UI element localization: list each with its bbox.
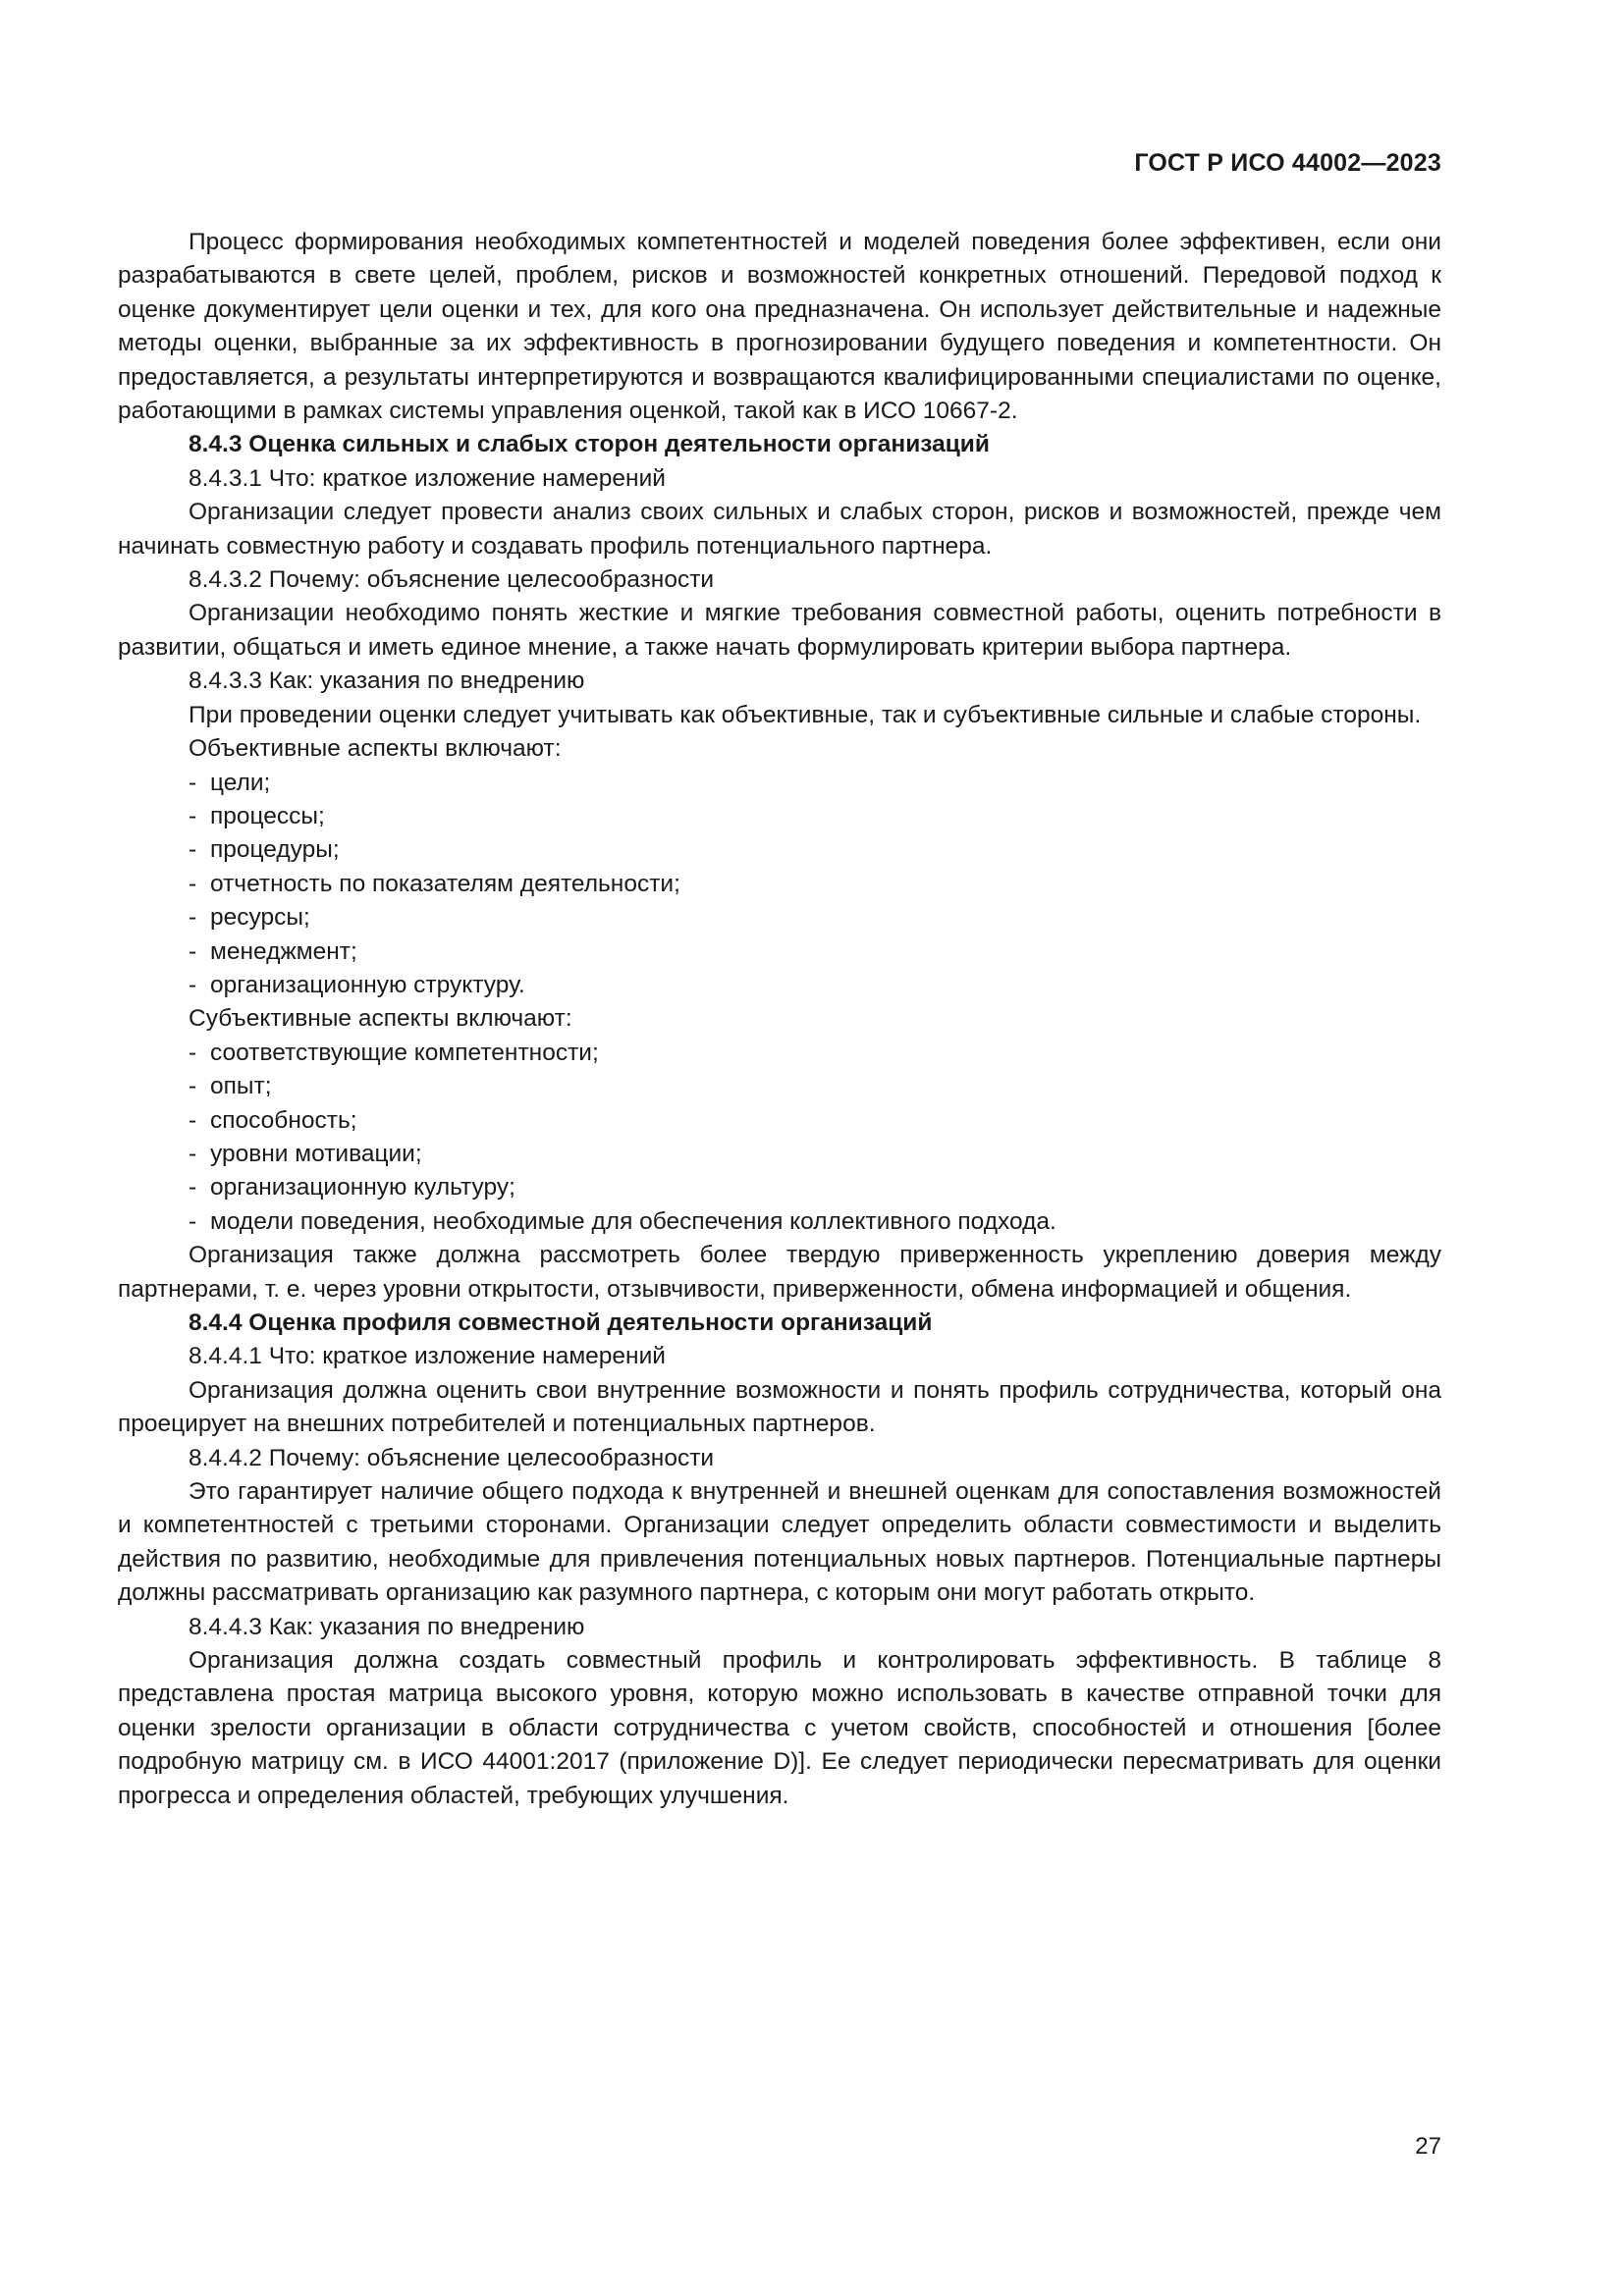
subsection-8-4-3-3: 8.4.3.3 Как: указания по внедрению bbox=[189, 667, 585, 695]
paragraph-8-4-4-2: Это гарантирует наличие общего подхода к внутренней и внешней оценкам для сопоставления возможностей и компетентностей с третьими сторонами. Организации следует определить области совместимости и выделить действия по развитию, необходимые для привлечения потенциальных новых партнеров. Потенциальные партнеры должны рассматривать организацию как разумного партнера, с которым они могут работать открыто. bbox=[118, 1478, 1441, 1607]
list-item: - отчетность по показателям деятельности; bbox=[189, 870, 680, 897]
subsection-8-4-4-2: 8.4.4.2 Почему: объяснение целесообразности bbox=[189, 1444, 715, 1471]
subjective-aspects-list bbox=[118, 1037, 1441, 1239]
list-item: - цели; bbox=[189, 769, 271, 796]
objective-aspects-intro: Объективные аспекты включают: bbox=[189, 735, 562, 763]
paragraph-8-4-3-3: При проведении оценки следует учитывать как объективные, так и субъективные сильные и слабые стороны. bbox=[189, 701, 1422, 728]
section-heading-8-4-3: 8.4.3 Оценка сильных и слабых сторон деятельности организаций bbox=[189, 431, 990, 458]
subsection-8-4-4-1: 8.4.4.1 Что: краткое изложение намерений bbox=[189, 1343, 666, 1370]
paragraph-8-4-4-3: Организация должна создать совместный профиль и контролировать эффективность. В таблице 8 представлена простая матрица высокого уровня, которую можно использовать в качестве отправной точки для оценки зрелости организации в области сотрудничества с учетом свойств, способностей и отношения [более подробную матрицу см. в ИСО 44001:2017 (приложение D)]. Ее следует периодически пересматривать для оценки прогресса и определения областей, требующих улучшения. bbox=[118, 1647, 1441, 1809]
list-item: - способность; bbox=[189, 1106, 357, 1134]
list-item: - процессы; bbox=[189, 802, 325, 829]
paragraph-8-4-3-2: Организации необходимо понять жесткие и мягкие требования совместной работы, оценить потребности в развитии, общаться и иметь единое мнение, а также начать формулировать критерии выбора партнера. bbox=[118, 600, 1441, 661]
list-item: - соответствующие компетентности; bbox=[189, 1039, 599, 1066]
list-item: - ресурсы; bbox=[189, 904, 310, 932]
list-item: - процедуры; bbox=[189, 836, 340, 864]
list-item: - уровни мотивации; bbox=[189, 1140, 422, 1167]
intro-paragraph: Процесс формирования необходимых компетентностей и моделей поведения более эффективен, если они разрабатываются в свете целей, проблем, рисков и возможностей конкретных отношений. Передовой подход к оценке документирует цели оценки и тех, для кого она предназначена. Он использует действительные и надежные методы оценки, выбранные за их эффективность в прогнозировании будущего поведения и компетентности. Он предоставляется, а результаты интерпретируются и возвращаются квалифицированными специалистами по оценке, работающими в рамках системы управления оценкой, такой как в ИСО 10667-2. bbox=[118, 229, 1441, 425]
subsection-8-4-4-3: 8.4.4.3 Как: указания по внедрению bbox=[189, 1613, 585, 1640]
objective-aspects-list bbox=[118, 767, 1441, 1003]
page-number: 27 bbox=[1415, 2133, 1441, 2160]
subsection-8-4-3-2: 8.4.3.2 Почему: объяснение целесообразности bbox=[189, 566, 715, 594]
document-body bbox=[118, 226, 1441, 1813]
paragraph-8-4-3-1: Организации следует провести анализ своих сильных и слабых сторон, рисков и возможностей, прежде чем начинать совместную работу и создавать профиль потенциального партнера. bbox=[118, 499, 1441, 560]
trust-paragraph: Организация также должна рассмотреть более твердую приверженность укреплению доверия между партнерами, т. е. через уровни открытости, отзывчивости, приверженности, обмена информацией и общения. bbox=[118, 1242, 1441, 1303]
subsection-8-4-3-1: 8.4.3.1 Что: краткое изложение намерений bbox=[189, 464, 666, 492]
document-header: ГОСТ Р ИСО 44002—2023 bbox=[1134, 149, 1441, 177]
paragraph-8-4-4-1: Организация должна оценить свои внутренние возможности и понять профиль сотрудничества, который она проецирует на внешних потребителей и потенциальных партнеров. bbox=[118, 1376, 1441, 1438]
subjective-aspects-intro: Субъективные аспекты включают: bbox=[189, 1005, 572, 1033]
list-item: - организационную культуру; bbox=[189, 1174, 515, 1201]
list-item: - менеджмент; bbox=[189, 937, 357, 965]
list-item: - организационную структуру. bbox=[189, 971, 525, 998]
list-item: - опыт; bbox=[189, 1073, 272, 1100]
section-heading-8-4-4: 8.4.4 Оценка профиля совместной деятельности организаций bbox=[189, 1309, 933, 1336]
list-item: - модели поведения, необходимые для обеспечения коллективного подхода. bbox=[189, 1207, 1056, 1235]
